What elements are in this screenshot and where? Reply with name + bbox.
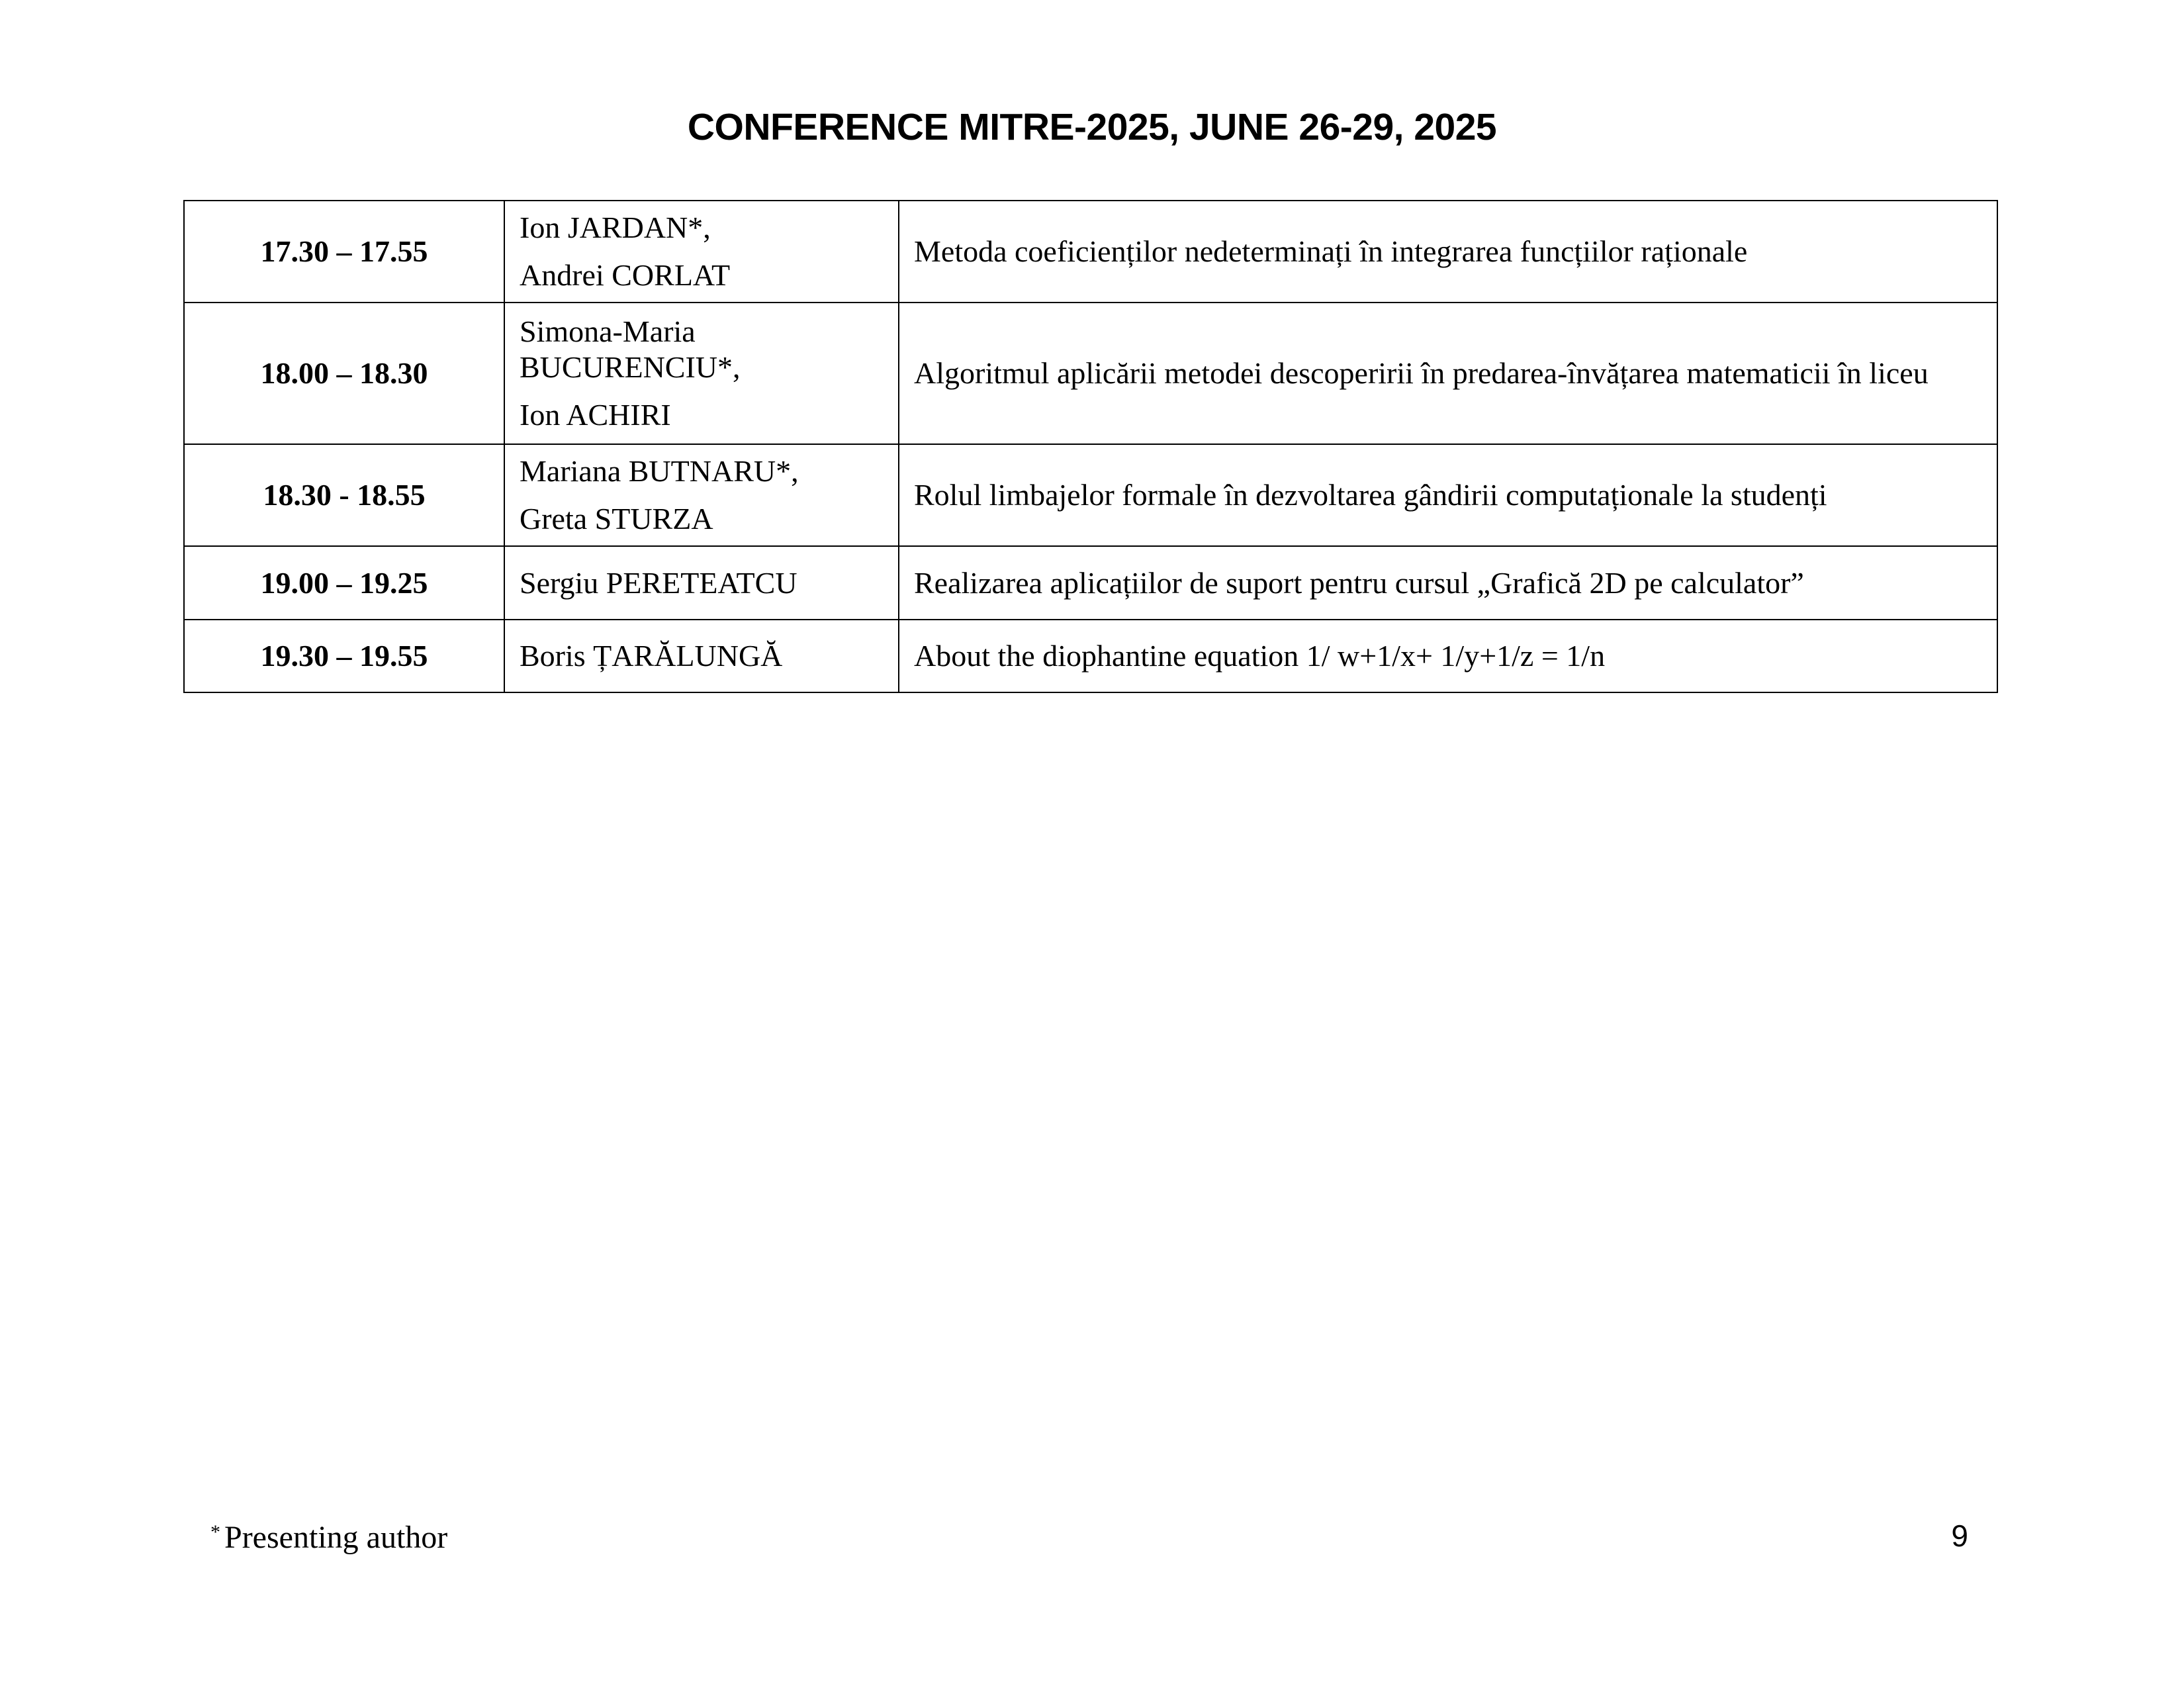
time-cell: 18.30 - 18.55: [184, 444, 504, 546]
table-row: [184, 620, 1997, 692]
talk-title-cell: Rolul limbajelor formale în dezvoltarea gândirii computaționale la studenți: [899, 444, 1997, 546]
talk-title-cell: About the diophantine equation 1/ w+1/x+ 1/y+1/z = 1/n: [899, 620, 1997, 692]
authors-cell: [504, 303, 899, 444]
table-row: [184, 201, 1997, 303]
authors-cell: [504, 620, 899, 692]
author-name: BUCURENCIU*,: [520, 350, 741, 384]
talk-title-cell: Realizarea aplicațiilor de suport pentru cursul „Grafică 2D pe calculator”: [899, 546, 1997, 620]
author-name: Sergiu PERETEATCU: [520, 565, 797, 600]
time-cell: 18.00 – 18.30: [184, 303, 504, 444]
table-row: [184, 546, 1997, 620]
time-cell: 17.30 – 17.55: [184, 201, 504, 303]
talk-title-cell: Metoda coeficienților nedeterminați în integrarea funcțiilor raționale: [899, 201, 1997, 303]
page-number: 9: [1951, 1519, 1968, 1553]
author-name: Boris ȚARĂLUNGĂ: [520, 639, 783, 673]
time-cell: 19.30 – 19.55: [184, 620, 504, 692]
authors-cell: [504, 444, 899, 546]
talk-title-cell: Algoritmul aplicării metodei descoperirii în predarea-învățarea matematicii în liceu: [899, 303, 1997, 444]
authors-cell: [504, 201, 899, 303]
author-name: Andrei CORLAT: [520, 258, 731, 292]
authors-cell: [504, 546, 899, 620]
table-row: [184, 444, 1997, 546]
footnote-marker: *: [210, 1521, 220, 1543]
table-row: [184, 303, 1997, 444]
author-name: Mariana BUTNARU*,: [520, 454, 799, 488]
footnote-text: Presenting author: [224, 1520, 448, 1555]
schedule-table: [183, 200, 1998, 693]
author-name: Simona-Maria: [520, 314, 696, 348]
footnote: [210, 1513, 447, 1558]
author-name: Greta STURZA: [520, 502, 713, 536]
page-title: CONFERENCE MITRE-2025, JUNE 26-29, 2025: [687, 106, 1497, 148]
author-name: Ion JARDAN*,: [520, 211, 711, 244]
time-cell: 19.00 – 19.25: [184, 546, 504, 620]
author-name: Ion ACHIRI: [520, 398, 671, 432]
